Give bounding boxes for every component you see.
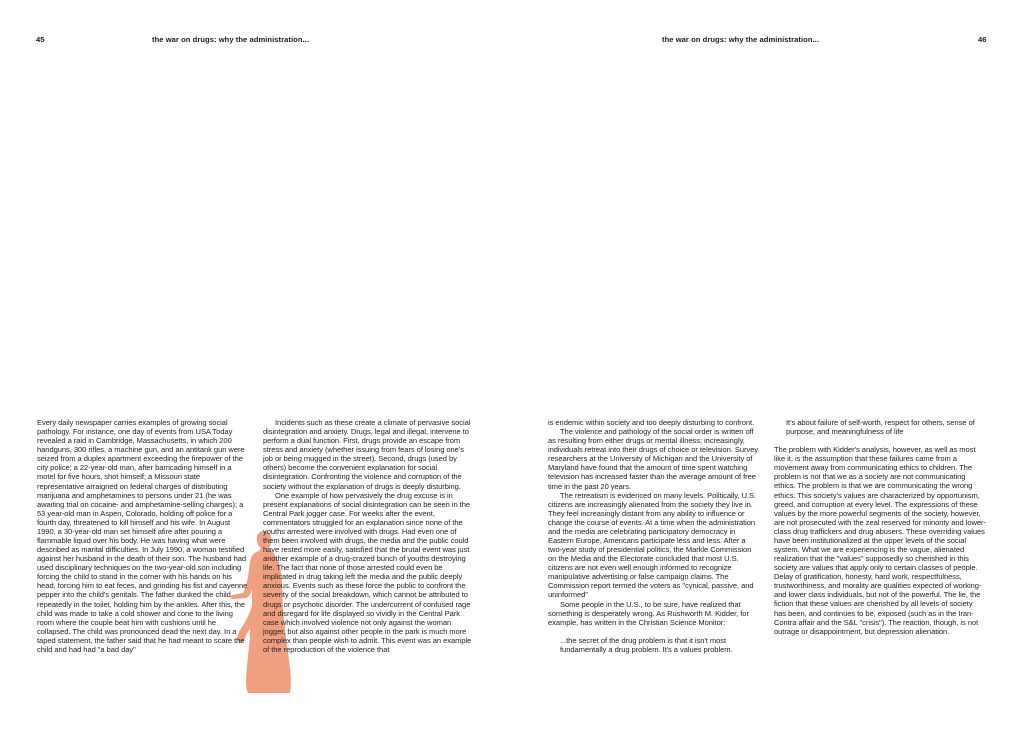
paragraph: Incidents such as these create a climate of pervasive social disintegration and anxiety. Drugs, legal and illegal, intervene to perform a dual function. First, drugs provide an escape from stress and anxiety (whether issuing from fears of losing one's job or being mugged in the street). Second, drugs (used by others) become the convenient explanation for social disintegration. Confronting the violence and corruption of the society without the explanation of drugs is deeply disturbing. [263,418,471,491]
paragraph: The retreatism is evidenced on many levels. Politically, U.S. citizens are increasingly alienated from the society they live in. They feel increasingly distant from any ability to influence or change the course of events. At a time when the administration and the media are celebrating participatory democracy in Eastern Europe, Americans participate less and less. After a two-year study of presidential politics, the Markle Commission on the Media and the Electorate concluded that most U.S. citizens are not even well enough informed to recognize manipulative advertising or false campaign claims. The Commission report termed the voters as "cynical, passive, and uninformed" [548,490,757,600]
text-column-2 [263,418,475,698]
paragraph: The violence and pathology of the social order is written off as resulting from either drugs or mental illness; increasingly, individuals retreat into their drugs of choice or television. Survey researchers at the University of Michigan and the University of Maryland have found that the amount of time spent watching television has increased faster than the average amount of free time in the past 20 years. [548,427,759,491]
paragraph: is endemic within society and too deeply disturbing to confront. [548,418,755,427]
paragraph: Every daily newspaper carries examples of growing social pathology. For instance, one day of events from USA Today revealed a raid in Cambridge, Massachusetts, in which 200 handguns, 300 rifles, a machine gun, and an antitank gun were seized from a duplex apartment exceeding the firepower of the city police; a 22-year-old man, after barricading himself in a motel for five hours, shot himself; a Missouri state representative arraigned on federal charges of distributing marijuana and amphetamines to persons under 21 (he was awaiting trial on cocaine- and amphetamine-selling charges); a 53 year-old man in Aspen, Colorado, holding off police for a fourth day, threatened to kill himself and his wife. In August 1990, a 30-year-old man set himself afire after pouring a flammable liquid over his body. He was having what were described as marital difficulties. In July 1990, a woman testified against her husband in the death of their son. The husband had used disciplinary techniques on the two-year-old son including forcing the child to stand in the corner with his hands on his head, forcing him to eat feces, and grinding his fist and cayenne pepper into the child's genitals. The father dunked the child repeatedly in the toilet, holding him by the ankles. After this, the child was made to take a cold shower and cone to the living room where the couple beat him with cushions until he collapsed. The child was pronounced dead the next day. In a taped statement, the father said that he had meant to scare the child and had had "a bad day" [37,418,248,654]
left-running-title: the war on drugs: why the administration... [152,35,309,44]
left-page-number: 45 [36,35,45,44]
text-column-4 [774,418,986,698]
paragraph: One example of how pervasively the drug excuse is in present explanations of social disintegration can be seen in the Central Park jogger case. For weeks after the event, commentators struggled for an explanation since none of the youths arrested were involved with drugs. Had even one of them been involved with drugs, the media and the public could have rested more easily, satisfied that the brutal event was just another example of a drug-crazed bunch of youths destroying life. The fact that none of those arrested could even be implicated in drug taking left the media and the public deeply anxious. Events such as these force the public to confront the severity of the social breakdown, which cannot be attributed to drugs or psychotic disorder. The undercurrent of confused rage and disregard for life displayed so vividly in the Central Park case which involved violence not only against the woman jogger, but also against other people in the park is much more complex than people wish to admit. This event was an example of the reproduction of the violence that [263,490,472,654]
paragraph: Some people in the U.S., to be sure, have realized that something is desperately wrong. As Rushworth M. Kidder, for example, has written in the Christian Science Monitor: [548,599,749,627]
text-column-3 [548,418,760,698]
right-page-number: 46 [978,35,987,44]
paragraph: The problem with Kidder's analysis, however, as well as most like it, is the assumption that these failures came from a movement away from communicating ethics to children. The problem is not that we as a society are not communicating ethics. The problem is that we are communicating the wrong ethics. This society's values are characterized by opportunism, greed, and corruption at every level. The expressions of these values by the more powerful segments of the society, however, are not prosecuted with the zeal reserved for minority and lower-class drug traffickers and drug abusers. These overriding values have been institutionalized at the upper levels of the social system. What we are experiencing is the vague, alienated realization that the "values" supposedly so cherished in this society are values that apply only to certain classes of people. Delay of gratification, honesty, hard work, respectfulness, trustworthiness, and morality are qualities expected of working- and lower class individuals, but not of the powerful. The lie, the fiction that these values are cherished by all levels of society has been, and continues to be, exposed (such as in the Iran-Contra affair and the S&L "crisis"). The reaction, though, is not outrage or disappointment, but depression alienation. [774,445,986,636]
right-running-title: the war on drugs: why the administration... [662,35,819,44]
text-column-1 [37,418,249,698]
block-quote-continuation: It's about failure of self-worth, respect for others, sense of purpose, and meaningfulness of life [786,418,975,437]
block-quote: ...the secret of the drug problem is that it isn't most fundamentally a drug problem. It's a values problem. [560,635,733,654]
